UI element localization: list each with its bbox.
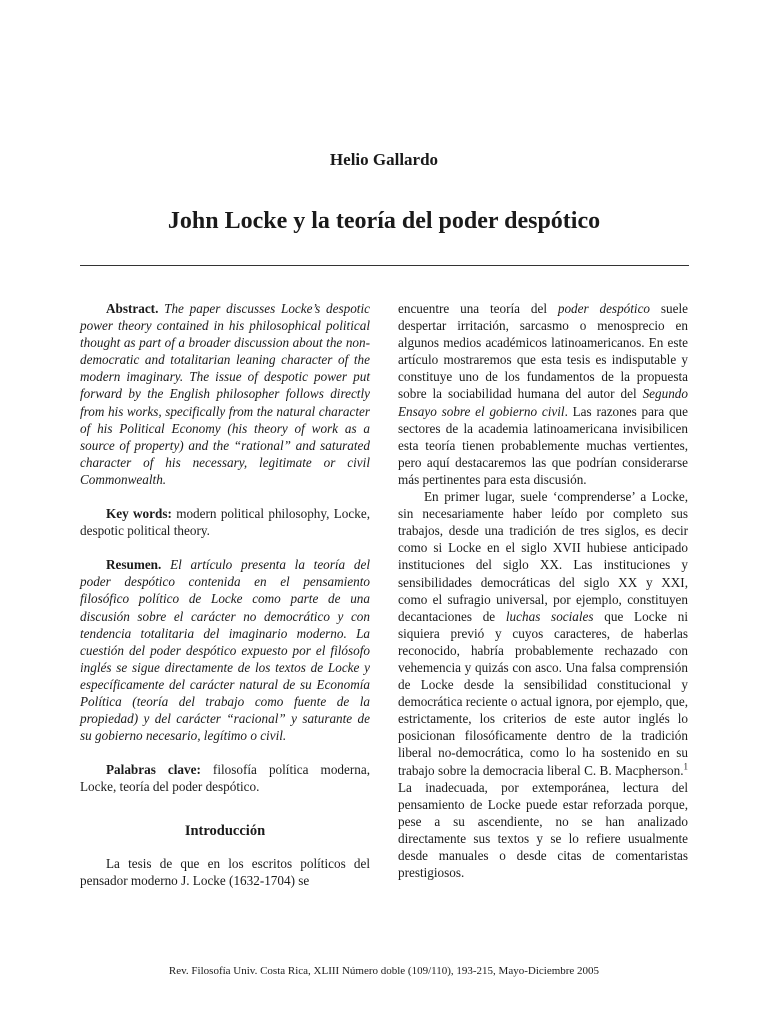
text-run: En primer lugar, suele ‘comprenderse’ a Locke, sin necesariamente haber leído por completo sus trabajos, desde una tradición de tres siglos, es decir como si Locke en el siglo XVII hubiese anticipado instituciones del siglo XX. Las instituciones y sensibilidades democráticas del siglo XX y XXI, como el sufragio universal, por ejemplo, constituyen decantaciones de — [398, 489, 688, 624]
footnote-marker[interactable]: 1 — [683, 761, 688, 772]
abstract-text: The paper discusses Locke’s despotic power theory contained in his philosophical political thought as part of a broader discussion about the non-democratic and totalitarian leaning character of the modern imaginary. The issue of despotic power put forward by the English philosopher follows directly from his works, specifically from the natural character of his Political Economy (his theory of work as a source of property) and the “rational” and saturated character of his necessary, legitimate or civil Commonwealth. — [80, 301, 370, 487]
text-run: encuentre una teoría del — [398, 301, 558, 316]
palabras-clave-label: Palabras clave: — [106, 762, 201, 778]
article-title: John Locke y la teoría del poder despótico — [167, 208, 601, 234]
intro-paragraph-2 — [398, 488, 688, 881]
emphasis-luchas-sociales: luchas sociales — [505, 608, 594, 624]
keywords-label: Key words: — [106, 506, 172, 522]
abstract-label: Abstract. — [106, 301, 159, 316]
intro-paragraph-start: La tesis de que en los escritos políticos del pensador moderno J. Locke (1632-1704) se — [80, 855, 370, 888]
text-run: suele despertar irritación, sarcasmo o menosprecio en algunos medios académicos latinoamericanos. En este artículo mostraremos que esta tesis es indisputable y constituye uno de los fundamentos de la propuesta sobre la sociabilidad humana del autor del — [398, 301, 688, 402]
left-column — [80, 300, 370, 889]
emphasis-poder-despotico: poder despótico — [557, 301, 651, 316]
text-run: La inadecuada, por extemporánea, lectura del pensamiento de Locke puede estar reforzada porque, pese a su ascendiente, no se han analizado directamente sus textos y se lo refiere usualmente desde manuales o desde citas de comentaristas prestigiosos. — [398, 779, 688, 881]
text-run: . Las razones para que sectores de la academia latinoamericana invisibilicen esta teoría tienen probablemente muchas vertientes, pero aquí destacaremos las que podrían considerarse más pertinentes para esta discusión. — [398, 403, 688, 487]
title-divider — [80, 265, 689, 266]
resumen-paragraph — [80, 556, 370, 744]
intro-paragraph-continued — [398, 300, 688, 488]
abstract-paragraph — [80, 300, 370, 488]
section-heading-introduccion: Introducción — [184, 823, 266, 840]
palabras-clave-text: filosofía política moderna, Locke, teoría del poder despótico. — [80, 762, 370, 795]
journal-citation-footer: Rev. Filosofía Univ. Costa Rica, XLIII Número doble (109/110), 193-215, Mayo-Diciembre 2005 — [168, 965, 600, 977]
palabras-clave-paragraph — [80, 761, 370, 795]
keywords-text: modern political philosophy, Locke, despotic political theory. — [80, 506, 370, 539]
emphasis-segundo-ensayo: Segundo Ensayo sobre el gobierno civil — [398, 386, 688, 419]
resumen-label: Resumen. — [106, 557, 162, 573]
right-column — [398, 300, 688, 881]
keywords-paragraph — [80, 505, 370, 539]
author-name: Helio Gallardo — [329, 150, 439, 169]
text-run: que Locke ni siquiera previó y cuyos caracteres, de haberlas reconocido, habría probablemente rechazado con vehemencia y quizás con asco. Una falsa comprensión de Locke desde la sensibilidad constitucional y democrática reciente o actual ignora, por ejemplo, que, estrictamente, los criterios de este autor inglés lo posicionan filosóficamente dentro de la tradición liberal no-democrática, como lo ha sostenido en su trabajo sobre la democracia liberal C. B. Macpherson. — [398, 608, 689, 778]
resumen-text: El artículo presenta la teoría del poder despótico contenida en el pensamiento filosófico político de Locke como parte de una discusión sobre el carácter no democrático y con tendencia totalitaria del imaginario moderno. La cuestión del poder despótico expuesto por el filósofo inglés se sigue directamente de los textos de Locke y específicamente del carácter natural de su Economía Política (teoría del trabajo como fuente de la propiedad) y del carácter “racional” y saturante de su gobierno necesario, legítimo o civil. — [80, 557, 370, 744]
